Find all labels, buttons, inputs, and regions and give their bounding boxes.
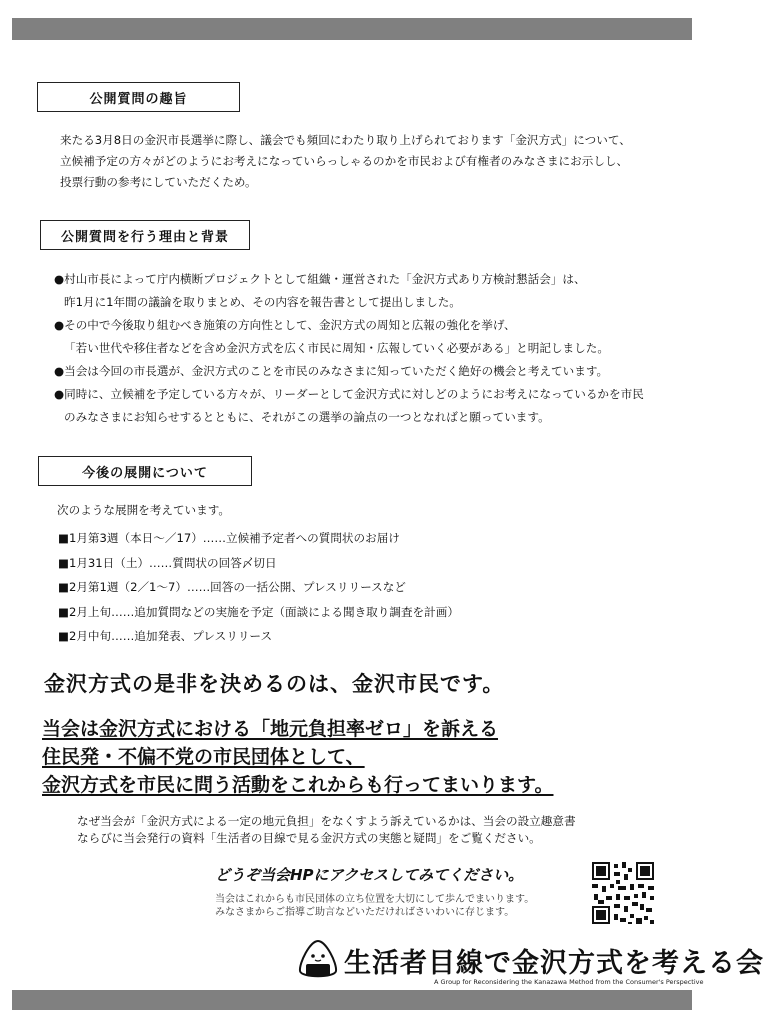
plan-intro: 次のような展開を考えています。 (57, 503, 230, 517)
appeal-block (42, 715, 553, 799)
heading-purpose: 公開質問の趣旨 (37, 82, 240, 112)
why-line: なぜ当会が「金沢方式による一定の地元負担」をなくすよう訴えているかは、当会の設立趣意書 (77, 814, 576, 828)
small-note-line: みなさまからご指導ご助言などいただければさいわいに存じます。 (215, 907, 515, 918)
reason-line: ●同時に、立候補を予定している方々が、リーダーとして金沢方式に対しどのようにお考えになっているかを市民 (54, 387, 644, 401)
organization-english-name: A Group for Reconsidering the Kanazawa Method from the Consumer's Perspective (434, 978, 704, 986)
small-note (215, 893, 534, 919)
organization-name: 生活者目線で金沢方式を考える会 (344, 947, 764, 979)
reasons-text (54, 268, 644, 429)
rice-ball-mascot-icon (296, 938, 340, 982)
plan-item: ■1月31日（土）……質問状の回答〆切日 (58, 555, 277, 570)
main-statement: 金沢方式の是非を決めるのは、金沢市民です。 (44, 671, 505, 696)
appeal-line: 金沢方式を市民に問う活動をこれからも行ってまいります。 (42, 774, 554, 796)
plan-item: ■2月第1週（2／1～7）……回答の一括公開、プレスリリースなど (58, 580, 406, 594)
reason-line: ●当会は今回の市長選が、金沢方式のことを市民のみなさまに知っていただく絶好の機会と考えています。 (54, 364, 609, 378)
purpose-text (60, 130, 631, 193)
reason-line: 昨1月に1年間の議論を取りまとめ、その内容を報告書として提出しました。 (64, 295, 461, 309)
why-line: ならびに当会発行の資料「生活者の目線で見る金沢方式の実態と疑問」をご覧ください。 (77, 831, 541, 845)
plan-item: ■1月第3週（本日～／17）……立候補予定者への質問状のお届け (58, 531, 400, 545)
reason-line: 「若い世代や移住者などを含め金沢方式を広く市民に周知・広報していく必要がある」と明記しました。 (64, 341, 609, 355)
small-note-line: 当会はこれからも市民団体の立ち位置を大切にして歩んでまいります。 (215, 894, 535, 905)
reason-line: のみなさまにお知らせするとともに、それがこの選挙の論点の一つとなればと願っています。 (64, 410, 550, 424)
why-note (77, 813, 576, 847)
qr-code-icon[interactable] (590, 860, 656, 926)
bottom-banner-bar (12, 990, 692, 1010)
plan-item: ■2月中旬……追加発表、プレスリリース (58, 629, 273, 643)
appeal-line: 当会は金沢方式における「地元負担率ゼロ」を訴える (42, 718, 499, 740)
plan-list (58, 526, 459, 649)
top-banner-bar (12, 18, 692, 40)
reason-line: ●その中で今後取り組むべき施策の方向性として、金沢方式の周知と広報の強化を挙げ、 (54, 318, 516, 332)
purpose-line: 投票行動の参考にしていただくため。 (60, 175, 257, 189)
purpose-line: 来たる3月8日の金沢市長選挙に際し、議会でも頻回にわたり取り上げられております「金沢方式」について、 (60, 133, 631, 147)
purpose-line: 立候補予定の方々がどのようにお考えになっていらっしゃるのかを市民および有権者のみなさまにお示しし、 (60, 154, 629, 168)
heading-reasons: 公開質問を行う理由と背景 (40, 220, 250, 250)
hp-invite-text: どうぞ当会HPにアクセスしてみてください。 (215, 866, 524, 884)
reason-line: ●村山市長によって庁内横断プロジェクトとして組織・運営された「金沢方式あり方検討懇話会」は、 (54, 272, 586, 286)
organization-logo (296, 938, 764, 982)
appeal-line: 住民発・不偏不党の市民団体として、 (42, 746, 365, 768)
plan-item: ■2月上旬……追加質問などの実施を予定（面談による聞き取り調査を計画） (58, 604, 459, 619)
heading-plan: 今後の展開について (38, 456, 252, 486)
